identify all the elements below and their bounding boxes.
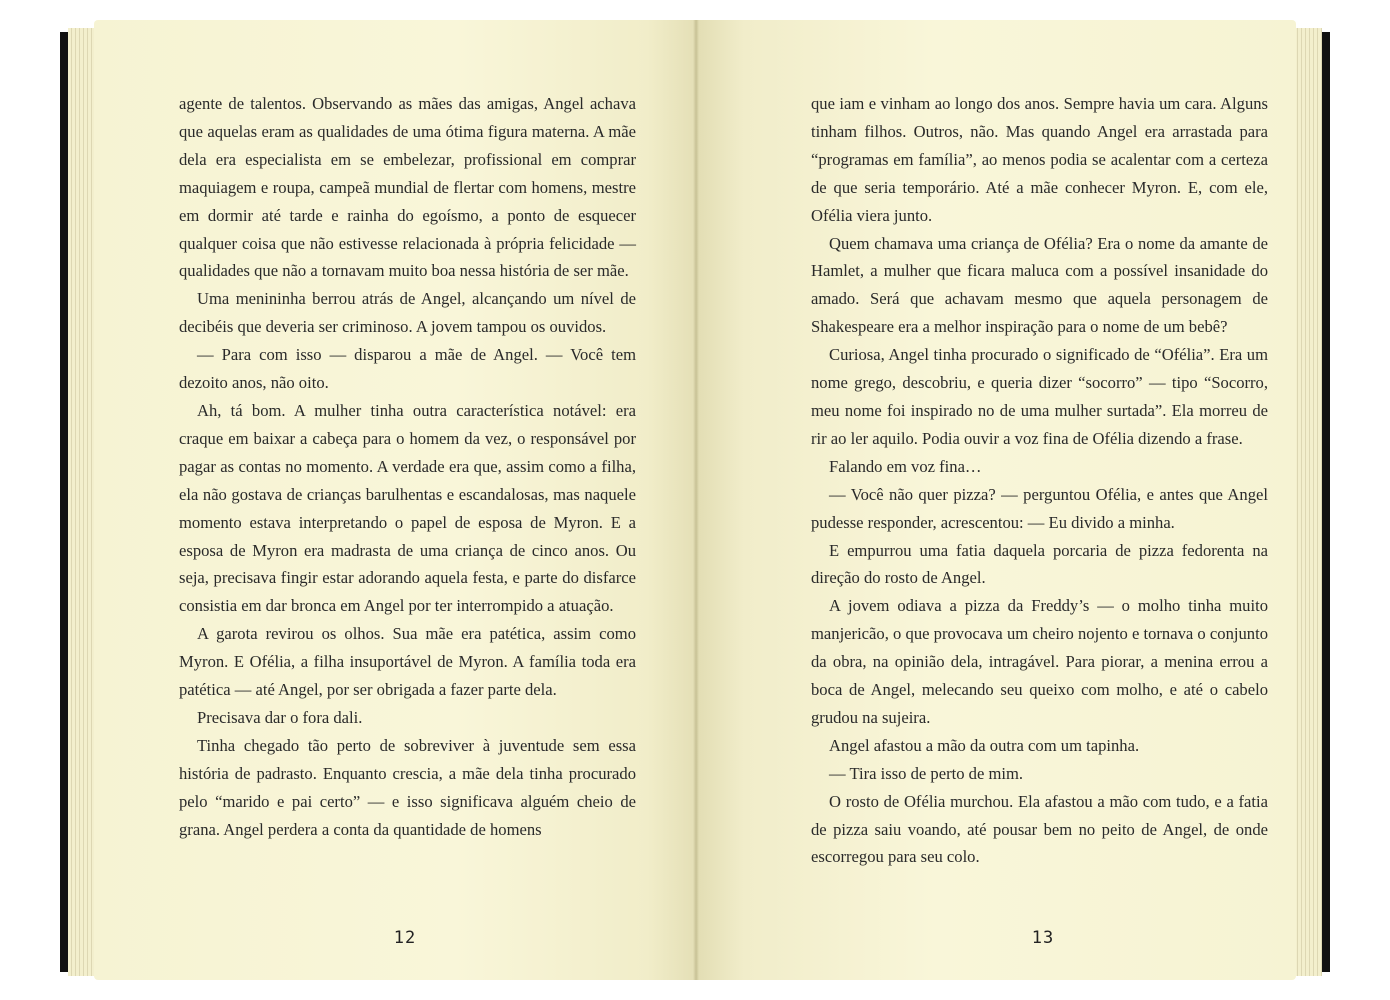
paragraph: — Você não quer pizza? — perguntou Ofélia, e antes que Angel pudesse responder, acrescentou: — Eu divido a minha.	[811, 484, 1268, 532]
paragraph: Curiosa, Angel tinha procurado o significado de “Ofélia”. Era um nome grego, descobriu, e queria dizer “socorro” — tipo “Socorro, meu nome foi inspirado no de uma mulher surtada”. Ela morreu de rir ao ler aquilo. Podia ouvir a voz fina de Ofélia dizendo a frase.	[811, 345, 1268, 448]
page-stack-right	[1294, 28, 1322, 976]
paragraph: Precisava dar o fora dali.	[197, 707, 363, 727]
paragraph: Tinha chegado tão perto de sobreviver à juventude sem essa história de padrasto. Enquanto crescia, a mãe dela tinha procurado pelo “marido e pai certo” — e isso significava alguém cheio de grana. Angel perdera a conta da quantidade de homens	[179, 735, 636, 839]
paragraph: agente de talentos. Observando as mães das amigas, Angel achava que aquelas eram as qualidades de uma ótima figura materna. A mãe dela era especialista em se embelezar, profissional em comprar maquiagem e roupa, campeã mundial de flertar com homens, mestre em dormir até tarde e rainha do egoísmo, a ponto de esquecer qualquer coisa que não estivesse relacionada à própria felicidade — qualidades que não a tornavam muito boa nessa história de ser mãe.	[179, 94, 636, 281]
paragraph: O rosto de Ofélia murchou. Ela afastou a mão com tudo, e a fatia de pizza saiu voando, até pousar bem no peito de Angel, de onde escorregou para seu colo.	[811, 791, 1268, 867]
paragraph: — Para com isso — disparou a mãe de Angel. — Você tem dezoito anos, não oito.	[179, 345, 636, 393]
paragraph: Quem chamava uma criança de Ofélia? Era o nome da amante de Hamlet, a mulher que ficara maluca com a possível insanidade do amado. Será que achavam mesmo que aquela personagem de Shakespeare era a melhor inspiração para o nome de um bebê?	[811, 233, 1268, 337]
right-page-text	[811, 90, 1268, 871]
paragraph: Ah, tá bom. A mulher tinha outra característica notável: era craque em baixar a cabeça para o homem da vez, o responsável por pagar as contas no momento. A verdade era que, assim como a filha, ela não gostava de crianças barulhentas e escandalosas, mas naquele momento estava interpretando o papel de esposa de Myron. E a esposa de Myron era madrasta de uma criança de cinco anos. Ou seja, precisava fingir estar adorando aquela festa, e parte do disfarce consistia em dar bronca em Angel por ter interrompido a atuação.	[179, 400, 636, 616]
paragraph: E empurrou uma fatia daquela porcaria de pizza fedorenta na direção do rosto de Angel.	[811, 540, 1268, 588]
paragraph: A jovem odiava a pizza da Freddy’s — o molho tinha muito manjericão, o que provocava um cheiro nojento e tornava o conjunto da obra, na opinião dela, intragável. Para piorar, a menina errou a boca de Angel, melecando seu queixo com molho, e até o cabelo grudou na sujeira.	[811, 596, 1268, 727]
open-book	[60, 20, 1330, 980]
paragraph: Angel afastou a mão da outra com um tapinha.	[829, 735, 1140, 755]
paragraph: A garota revirou os olhos. Sua mãe era patética, assim como Myron. E Ofélia, a filha insuportável de Myron. A família toda era patética — até Angel, por ser obrigada a fazer parte dela.	[179, 624, 636, 700]
left-page-text	[179, 90, 636, 843]
page-number-left: 12	[393, 928, 417, 948]
paragraph: que iam e vinham ao longo dos anos. Sempre havia um cara. Alguns tinham filhos. Outros, não. Mas quando Angel era arrastada para “programas em família”, ao menos podia se acalentar com a certeza de que seria temporário. Até a mãe conhecer Myron. E, com ele, Ofélia viera junto.	[811, 94, 1268, 225]
paragraph: Uma menininha berrou atrás de Angel, alcançando um nível de decibéis que deveria ser criminoso. A jovem tampou os ouvidos.	[179, 289, 636, 337]
page-stack-left	[68, 28, 96, 976]
page-number-right: 13	[1031, 928, 1055, 948]
book-cover-right-edge	[1322, 32, 1330, 972]
right-page	[696, 20, 1296, 980]
paragraph: — Tira isso de perto de mim.	[829, 763, 1024, 783]
book-gutter	[693, 20, 699, 980]
book-cover-left-edge	[60, 32, 68, 972]
paragraph: Falando em voz fina…	[829, 456, 982, 476]
left-page	[94, 20, 696, 980]
